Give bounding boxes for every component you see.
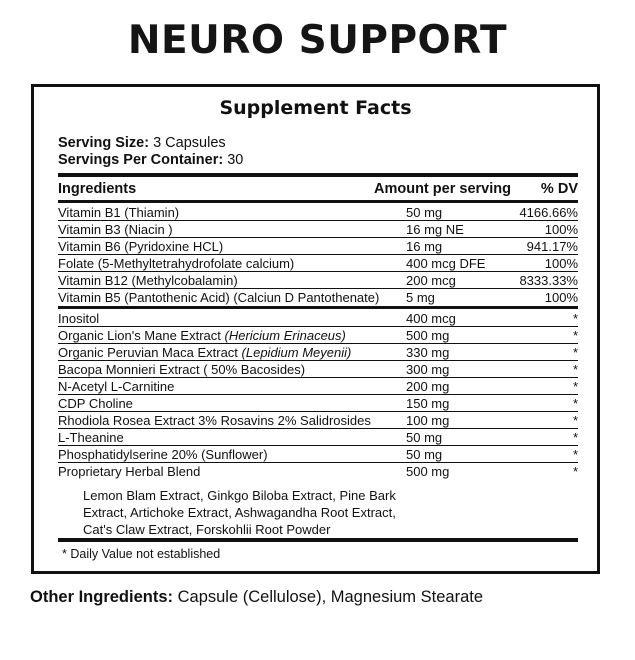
- ingredient-amount: 5 mg: [406, 290, 435, 305]
- table-row: [58, 412, 578, 429]
- ingredient-name: [58, 345, 351, 360]
- ingredient-dv: 100%: [544, 222, 578, 237]
- ingredient-amount: 16 mg NE: [406, 222, 464, 237]
- table-row: [58, 344, 578, 361]
- table-row: [58, 310, 578, 327]
- ingredient-name: CDP Choline: [58, 396, 133, 411]
- ingredient-amount: 500 mg: [406, 328, 450, 343]
- header-ingredients: Ingredients: [58, 181, 137, 197]
- ingredient-amount: 400 mcg DFE: [406, 256, 486, 271]
- servings-label: Servings Per Container:: [58, 152, 224, 168]
- ingredient-name: Proprietary Herbal Blend: [58, 464, 201, 479]
- ingredient-name: [58, 328, 346, 343]
- table-row: [58, 255, 578, 272]
- ingredient-dv: *: [572, 311, 578, 326]
- other-ingredients-label: Other Ingredients:: [30, 588, 174, 606]
- other-ingredients: [30, 588, 483, 607]
- table-row: [58, 221, 578, 238]
- ingredient-amount: 100 mg: [406, 413, 450, 428]
- table-row: [58, 272, 578, 289]
- ingredient-amount: 500 mg: [406, 464, 450, 479]
- other-ingredients-value: Capsule (Cellulose), Magnesium Stearate: [177, 588, 484, 606]
- ingredient-amount: 200 mcg: [406, 273, 456, 288]
- table-row: [58, 463, 578, 480]
- ingredient-amount: 150 mg: [406, 396, 450, 411]
- divider-thick: [58, 173, 578, 177]
- ingredient-dv: 941.17%: [526, 239, 578, 254]
- ingredient-name: N-Acetyl L-Carnitine: [58, 379, 175, 394]
- ingredient-name: Inositol: [58, 311, 100, 326]
- ingredient-latin-name: (Lepidium Meyenii): [241, 345, 352, 360]
- header-dv: % DV: [540, 181, 578, 197]
- ingredient-name: Folate (5-Methyltetrahydrofolate calcium): [58, 256, 295, 271]
- ingredient-latin-name: (Hericium Erinaceus): [224, 328, 346, 343]
- serving-size-value: 3 Capsules: [153, 135, 226, 151]
- table-row: [58, 429, 578, 446]
- ingredient-name: Vitamin B1 (Thiamin): [58, 205, 180, 220]
- ingredient-dv: 4166.66%: [519, 205, 578, 220]
- divider-section: [58, 306, 578, 309]
- ingredient-dv: *: [572, 430, 578, 445]
- serving-info: [58, 135, 243, 169]
- ingredient-common-name: Organic Lion's Mane Extract: [58, 328, 225, 343]
- ingredient-dv: *: [572, 413, 578, 428]
- table-row: [58, 327, 578, 344]
- table-row: [58, 395, 578, 412]
- ingredient-name: Rhodiola Rosea Extract 3% Rosavins 2% Salidrosides: [58, 413, 371, 428]
- ingredient-amount: 50 mg: [406, 430, 443, 445]
- table-row: [58, 289, 578, 306]
- table-header: [58, 179, 578, 199]
- ingredient-name: Phosphatidylserine 20% (Sunflower): [58, 447, 268, 462]
- ingredient-dv: *: [572, 328, 578, 343]
- ingredient-name: Vitamin B12 (Methylcobalamin): [58, 273, 238, 288]
- ingredient-amount: 50 mg: [406, 205, 443, 220]
- ingredient-dv: *: [572, 464, 578, 479]
- ingredient-name: Bacopa Monnieri Extract ( 50% Bacosides): [58, 362, 306, 377]
- ingredient-dv: 100%: [544, 256, 578, 271]
- serving-size-label: Serving Size:: [58, 135, 150, 151]
- ingredient-amount: 50 mg: [406, 447, 443, 462]
- ingredient-dv: 8333.33%: [519, 273, 578, 288]
- table-row: [58, 204, 578, 221]
- ingredient-name: Vitamin B5 (Pantothenic Acid) (Calciun D Pantothenate): [58, 290, 380, 305]
- table-row: [58, 446, 578, 463]
- header-amount: Amount per serving: [374, 181, 511, 197]
- blend-line: Cat's Claw Extract, Forskohlii Root Powder: [83, 522, 331, 537]
- ingredient-amount: 16 mg: [406, 239, 443, 254]
- table-row: [58, 378, 578, 395]
- blend-components: [83, 487, 443, 538]
- servings-value: 30: [227, 152, 244, 168]
- ingredient-amount: 200 mg: [406, 379, 450, 394]
- divider-footer: [58, 538, 578, 542]
- ingredient-name: Vitamin B3 (Niacin ): [58, 222, 173, 237]
- daily-value-note: * Daily Value not established: [62, 547, 221, 561]
- ingredient-amount: 400 mcg: [406, 311, 456, 326]
- ingredient-common-name: Organic Peruvian Maca Extract: [58, 345, 242, 360]
- product-title: NEURO SUPPORT: [127, 18, 508, 63]
- table-row: [58, 238, 578, 255]
- ingredient-amount: 300 mg: [406, 362, 450, 377]
- ingredient-name: L-Theanine: [58, 430, 124, 445]
- ingredient-amount: 330 mg: [406, 345, 450, 360]
- servings-per-container: [58, 152, 243, 169]
- facts-title: Supplement Facts: [219, 97, 412, 119]
- blend-line: Extract, Artichoke Extract, Ashwagandha Root Extract,: [83, 505, 396, 520]
- ingredient-dv: *: [572, 379, 578, 394]
- ingredient-dv: 100%: [544, 290, 578, 305]
- ingredient-dv: *: [572, 362, 578, 377]
- serving-size: [58, 135, 243, 152]
- ingredient-dv: *: [572, 345, 578, 360]
- divider-header: [58, 200, 578, 203]
- supplement-facts-panel: [31, 84, 600, 574]
- table-row: [58, 361, 578, 378]
- ingredient-dv: *: [572, 396, 578, 411]
- ingredient-dv: *: [572, 447, 578, 462]
- ingredient-name: Vitamin B6 (Pyridoxine HCL): [58, 239, 224, 254]
- blend-line: Lemon Blam Extract, Ginkgo Biloba Extract, Pine Bark: [83, 488, 396, 503]
